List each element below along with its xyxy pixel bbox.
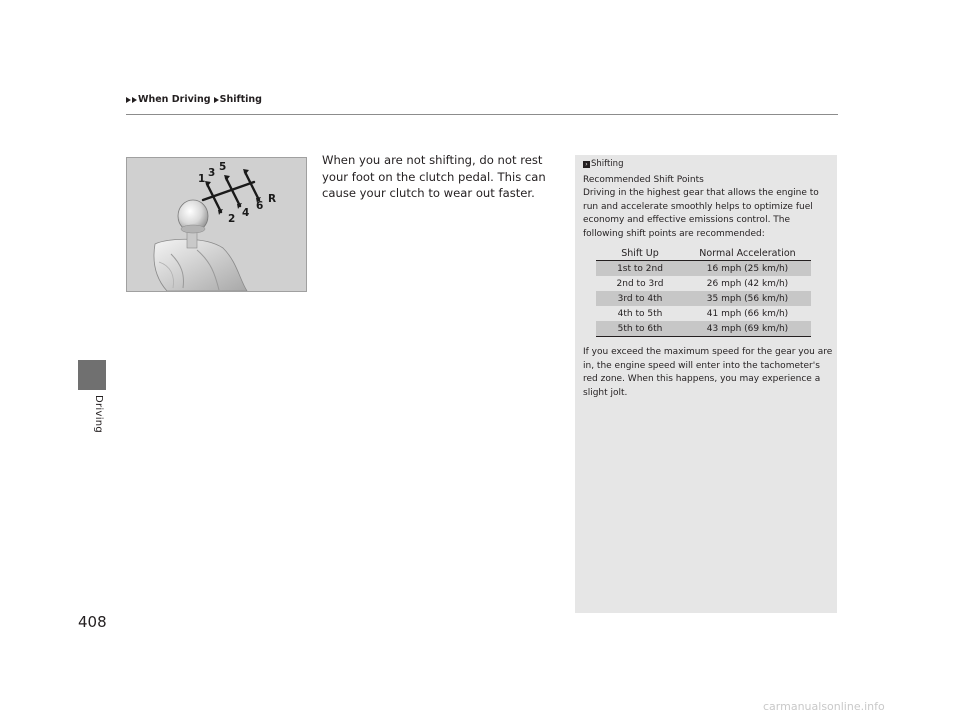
breadcrumb-item-shifting[interactable]: Shifting — [219, 94, 262, 105]
gear-label: R — [268, 193, 277, 205]
table-cell: 26 mph (42 km/h) — [706, 278, 789, 289]
breadcrumb-arrow-icon — [214, 97, 219, 103]
section-tab — [78, 360, 106, 390]
page-number: 408 — [78, 613, 107, 631]
table-row — [596, 291, 811, 306]
table-cell: 2nd to 3rd — [616, 278, 664, 289]
table-cell: 16 mph (25 km/h) — [684, 261, 811, 277]
table-row — [596, 261, 811, 277]
watermark: carmanualsonline.info — [763, 700, 885, 713]
table-row — [596, 276, 811, 291]
header-divider — [126, 114, 838, 115]
gear-shift-illustration — [126, 157, 307, 292]
breadcrumb-item-when-driving[interactable]: When Driving — [138, 94, 211, 105]
gear-shifter-icon — [127, 158, 306, 291]
breadcrumb-arrow-icon — [132, 97, 137, 103]
gear-label: 1 — [198, 173, 206, 185]
table-row — [596, 306, 811, 321]
info-heading-label: Shifting — [591, 159, 624, 169]
table-cell: 43 mph (69 km/h) — [684, 321, 811, 337]
table-row — [596, 321, 811, 337]
table-cell: 1st to 2nd — [596, 261, 684, 277]
breadcrumb-arrow-icon — [126, 97, 131, 103]
shift-points-table — [596, 246, 811, 337]
table-cell: 4th to 5th — [617, 308, 663, 319]
gear-label: 5 — [219, 161, 227, 173]
table-header-row — [596, 246, 811, 261]
info-sidebar — [575, 155, 837, 613]
gear-label: 2 — [228, 213, 236, 225]
info-footer-paragraph: If you exceed the maximum speed for the gear you are in, the engine speed will enter into the tachometer's red zone. When this happens, you may experience a slight jolt. — [583, 347, 833, 398]
gear-label: 6 — [256, 200, 264, 212]
info-subheading: Recommended Shift Points — [583, 175, 704, 185]
body-paragraph: When you are not shifting, do not rest your foot on the clutch pedal. This can cause your clutch to wear out faster. — [322, 153, 546, 200]
table-cell: 5th to 6th — [596, 321, 684, 337]
table-header-cell: Normal Acceleration — [684, 246, 811, 261]
breadcrumb — [126, 94, 265, 105]
note-icon: › — [583, 161, 590, 168]
table-cell: 35 mph (56 km/h) — [684, 291, 811, 306]
section-tab-label: Driving — [93, 395, 104, 434]
info-paragraph: Driving in the highest gear that allows the engine to run and accelerate smoothly helps to optimize fuel economy and effective emissions control. The following shift points are recommended: — [583, 188, 819, 239]
info-heading — [583, 159, 623, 169]
table-header-cell: Shift Up — [596, 246, 684, 261]
table-cell: 3rd to 4th — [596, 291, 684, 306]
table-cell: 41 mph (66 km/h) — [706, 308, 789, 319]
gear-label: 3 — [208, 167, 216, 179]
gear-label: 4 — [242, 207, 250, 219]
